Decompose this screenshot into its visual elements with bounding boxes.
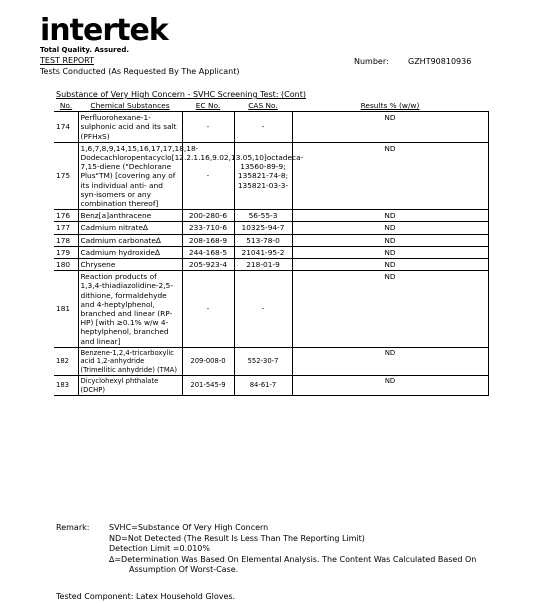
intertek-logo: intertek — [40, 13, 168, 48]
ec-number: 201-545-9 — [182, 376, 234, 396]
table-row — [54, 234, 488, 246]
substance-name: Chrysene — [78, 259, 182, 271]
result-value: ND — [292, 259, 488, 271]
remark-line: ∆=Determination Was Based On Elemental Analysis. The Content Was Calculated Based On — [109, 554, 477, 564]
cas-number: 10325-94-7 — [234, 222, 292, 234]
row-number: 174 — [54, 112, 78, 143]
row-number: 178 — [54, 234, 78, 246]
cas-number: - — [234, 112, 292, 143]
cas-number: 552-30-7 — [234, 347, 292, 375]
column-header-result: Results % (w/w) — [292, 100, 488, 112]
ec-number: 233-710-6 — [182, 222, 234, 234]
tests-conducted-note: Tests Conducted (As Requested By The Applicant) — [40, 67, 240, 76]
row-number: 176 — [54, 210, 78, 222]
cas-number: 56-55-3 — [234, 210, 292, 222]
result-value: ND — [292, 142, 488, 209]
report-title: TEST REPORT — [40, 56, 95, 65]
remark-line: Detection Limit =0.010% — [109, 544, 210, 553]
ec-number: 205-923-4 — [182, 259, 234, 271]
result-value: ND — [292, 112, 488, 143]
table-row — [54, 142, 488, 209]
remark-line: ND=Not Detected (The Result Is Less Than The Reporting Limit) — [109, 533, 365, 543]
cas-number: 84-61-7 — [234, 376, 292, 396]
column-header-substance: Chemical Substances — [78, 100, 182, 112]
table-row — [54, 222, 488, 234]
cas-number: - — [234, 271, 292, 348]
result-value: ND — [292, 347, 488, 375]
ec-number: 209-008-0 — [182, 347, 234, 375]
row-number: 175 — [54, 142, 78, 209]
ec-number: - — [182, 142, 234, 209]
table-row — [54, 210, 488, 222]
table-header-row — [54, 100, 488, 112]
table-row — [54, 259, 488, 271]
remarks-label: Remark: — [56, 523, 90, 532]
table-caption: Substance of Very High Concern - SVHC Screening Test: (Cont) — [56, 90, 306, 99]
substance-name: Reaction products of 1,3,4-thiadiazolidine-2,5-dithione, formaldehyde and 4-heptylphenol, branched and linear (RP-HP) [with ≥0.1% w/w 4-heptylphenol, branched and linear] — [78, 271, 182, 348]
ec-number: 244-168-5 — [182, 246, 234, 258]
table-row — [54, 347, 488, 375]
ec-number: - — [182, 112, 234, 143]
result-value: ND — [292, 376, 488, 396]
table-row — [54, 376, 488, 396]
column-header-no: No. — [54, 100, 78, 112]
row-number: 180 — [54, 259, 78, 271]
substance-name: Cadmium hydroxide∆ — [78, 246, 182, 258]
report-number-label: Number: — [354, 57, 389, 66]
ec-number: 200-280-6 — [182, 210, 234, 222]
row-number: 183 — [54, 376, 78, 396]
row-number: 182 — [54, 347, 78, 375]
row-number: 177 — [54, 222, 78, 234]
substance-name: Cadmium nitrate∆ — [78, 222, 182, 234]
row-number: 179 — [54, 246, 78, 258]
result-value: ND — [292, 222, 488, 234]
tagline: Total Quality. Assured. — [40, 46, 129, 54]
table-row — [54, 271, 488, 348]
column-header-ec: EC No. — [182, 100, 234, 112]
ec-number: 208-168-9 — [182, 234, 234, 246]
table-row — [54, 112, 488, 143]
cas-number: 513-78-0 — [234, 234, 292, 246]
cas-number: 21041-95-2 — [234, 246, 292, 258]
remark-line: Assumption Of Worst-Case. — [129, 565, 239, 574]
result-value: ND — [292, 246, 488, 258]
column-header-cas: CAS No. — [234, 100, 292, 112]
substance-name: Benz[a]anthracene — [78, 210, 182, 222]
ec-number: - — [182, 271, 234, 348]
result-value: ND — [292, 271, 488, 348]
report-number-value: GZHT90810936 — [408, 57, 472, 66]
remarks-lines — [109, 523, 545, 576]
result-value: ND — [292, 210, 488, 222]
substance-name: Dicyclohexyl phthalate (DCHP) — [78, 376, 182, 396]
result-value: ND — [292, 234, 488, 246]
substance-name: Cadmium carbonate∆ — [78, 234, 182, 246]
substance-name: Perfluorohexane-1-sulphonic acid and its salt (PFHxS) — [78, 112, 182, 143]
cas-number: 13560-89-9; 135821-74-8; 135821-03-3- — [234, 142, 292, 209]
svhc-results-table — [54, 100, 489, 396]
remark-line: SVHC=Substance Of Very High Concern — [109, 523, 269, 532]
row-number: 181 — [54, 271, 78, 348]
substance-name: 1,6,7,8,9,14,15,16,17,17,18,18-Dodecachloropentacyclo[12.2.1.16,9.02,13.05,10]octadeca-7,15-diene ("Dechlorane Plus"TM) [covering any of its individual anti- and syn-isomers or any combination thereof] — [78, 142, 182, 209]
table-row — [54, 246, 488, 258]
cas-number: 218-01-9 — [234, 259, 292, 271]
substance-name: Benzene-1,2,4-tricarboxylic acid 1,2-anhydride (Trimellitic anhydride) (TMA) — [78, 347, 182, 375]
tested-component: Tested Component: Latex Household Gloves. — [56, 592, 236, 601]
